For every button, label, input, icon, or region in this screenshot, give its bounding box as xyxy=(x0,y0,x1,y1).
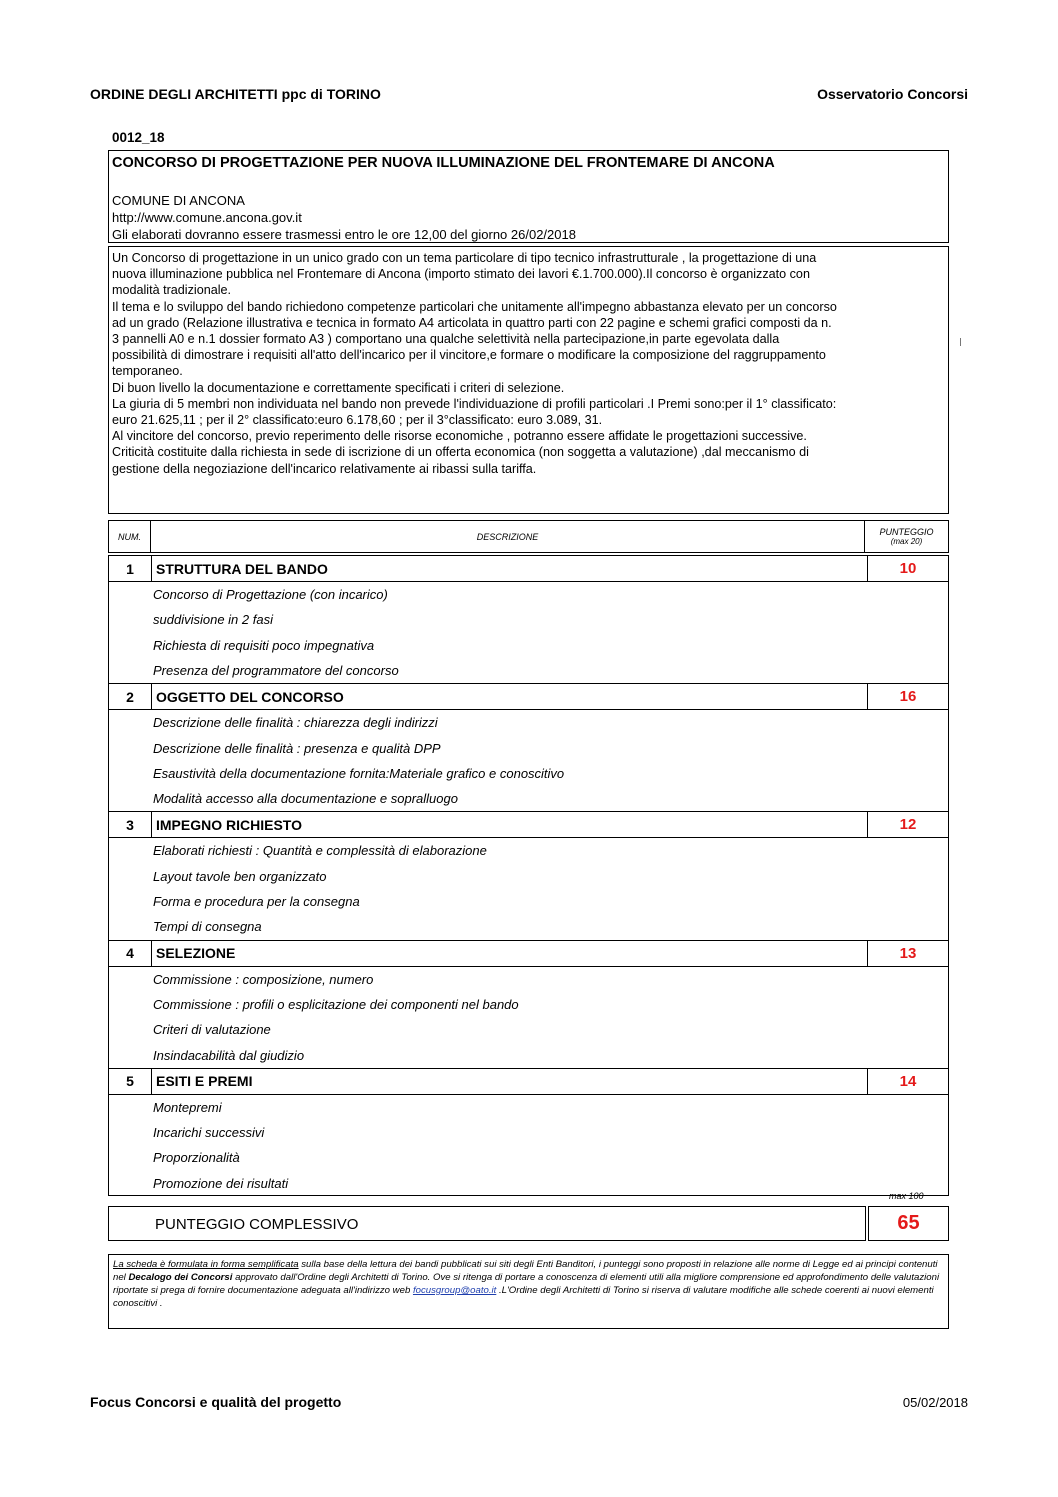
criterion-item: Concorso di Progettazione (con incarico) xyxy=(153,587,388,602)
criterion-item: Proporzionalità xyxy=(153,1150,240,1166)
criterion-item: Forma e procedura per la consegna xyxy=(153,894,360,909)
section-row xyxy=(108,1068,949,1095)
section-score: 13 xyxy=(899,944,917,962)
criterion-item: Elaborati richiesti : Quantità e complessità di elaborazione xyxy=(153,843,487,859)
margin-mark xyxy=(960,338,961,346)
section-score: 16 xyxy=(899,688,917,706)
note-decalogo: Decalogo dei Concorsi xyxy=(128,1272,233,1283)
description-line: Il tema e lo sviluppo del bando richiedono competenze particolari che unitamente all'impegno abbastanza elevato per un concorso xyxy=(112,299,837,314)
section-row xyxy=(108,683,949,710)
criterion-item: Criteri di valutazione xyxy=(153,1022,271,1038)
competition-title: CONCORSO DI PROGETTAZIONE PER NUOVA ILLUMINAZIONE DEL FRONTEMARE DI ANCONA xyxy=(112,155,775,171)
criterion-item: suddivisione in 2 fasi xyxy=(153,612,273,628)
criterion-item: Modalità accesso alla documentazione e sopralluogo xyxy=(153,791,458,807)
criterion-item: Insindacabilità dal giudizio xyxy=(153,1047,305,1063)
section-row xyxy=(108,940,949,967)
criterion-item: Montepremi xyxy=(153,1099,222,1115)
criterion-item: Incarichi successivi xyxy=(153,1125,265,1141)
description-line: modalità tradizionale. xyxy=(112,283,232,298)
title-box xyxy=(108,150,949,243)
description-box xyxy=(108,246,949,514)
note-text-2: approvato dall'Ordine degli Architetti di Torino. Ove si ritenga di portare a conoscenza di elementi utili alla migliore comprensione ed approfondimento delle valutazioni riportate si prega di fornire documentazione adeguata all'indirizzo web xyxy=(113,1272,940,1296)
col-num-header: NUM. xyxy=(109,521,151,552)
description-line: possibilità di dimostrare i requisiti all'atto dell'incarico per il vincitore,e formare o modificare la composizione del raggruppamento xyxy=(112,348,826,363)
criterion-item: Commissione : composizione, numero xyxy=(153,971,374,987)
description-line: euro 21.625,11 ; per il 2° classificato:euro 6.178,60 ; per il 3°classificato: euro 3.089, 31. xyxy=(112,413,603,428)
note-text-1: sulla base della lettura dei bandi pubblicati sui siti degli Enti Banditori, i punteggi sono proposti in relazione alle norme di Legge ed ai principi contenuti nel xyxy=(113,1259,938,1283)
score-header-label: PUNTEGGIO xyxy=(879,527,934,537)
section-score: 12 xyxy=(899,816,917,834)
section-number: 1 xyxy=(126,560,134,577)
total-score-box xyxy=(868,1206,949,1241)
section-title: ESITI E PREMI xyxy=(151,1069,868,1094)
description-line: temporaneo. xyxy=(112,364,183,379)
description-line: Al vincitore del concorso, previo reperimento delle risorse economiche , potranno essere affidate le progettazioni successive. xyxy=(112,429,807,444)
description-line: 3 pannelli A0 e n.1 dossier formato A3 ) comportano una qualche selettività nella partecipazione,in parte egevolata dalla xyxy=(112,332,780,347)
section-score: 14 xyxy=(899,1072,917,1090)
section-score: 10 xyxy=(899,560,917,577)
criterion-item: Descrizione delle finalità : presenza e qualità DPP xyxy=(153,740,441,756)
section-title: OGGETTO DEL CONCORSO xyxy=(151,684,868,709)
criterion-item: Promozione dei risultati xyxy=(153,1175,289,1191)
org-name: ORDINE DEGLI ARCHITETTI ppc di TORINO xyxy=(90,86,381,102)
deadline-text: Gli elaborati dovranno essere trasmessi entro le ore 12,00 del giorno 26/02/2018 xyxy=(112,227,576,242)
description-line: nuova illuminazione pubblica nel Frontemare di Ancona (importo stimato dei lavori €.1.700.000).Il concorso è organizzato con xyxy=(112,267,810,282)
col-score-header xyxy=(865,521,948,552)
note-text-3: .L'Ordine degli Architetti di Torino si riserva di valutare modifiche alle schede coerenti ai nuovi elementi conoscitivi . xyxy=(113,1285,934,1309)
description-line: Di buon livello la documentazione e correttamente specificati i criteri di selezione. xyxy=(112,380,565,395)
criterion-item: Tempi di consegna xyxy=(153,919,262,935)
section-number: 5 xyxy=(126,1073,134,1090)
footer-date: 05/02/2018 xyxy=(902,1395,968,1410)
description-text xyxy=(112,250,945,477)
section-title: SELEZIONE xyxy=(151,941,868,966)
criterion-item: Layout tavole ben organizzato xyxy=(153,868,327,884)
description-line: La giuria di 5 membri non individuata nel bando non prevede l'individuazione di profili particolari .I Premi sono:per il 1° classificato: xyxy=(112,396,837,411)
section-number: 3 xyxy=(126,816,134,833)
entity-name: COMUNE DI ANCONA xyxy=(112,193,245,208)
criterion-item: Esaustività della documentazione fornita:Materiale grafico e conoscitivo xyxy=(153,765,565,781)
criterion-item: Commissione : profili o esplicitazione dei componenti nel bando xyxy=(153,996,519,1012)
section-title: IMPEGNO RICHIESTO xyxy=(151,812,868,837)
criterion-item: Descrizione delle finalità : chiarezza degli indirizzi xyxy=(153,715,438,731)
note-lead: La scheda è formulata in forma semplificata xyxy=(113,1259,299,1270)
section-row xyxy=(108,811,949,838)
table-header xyxy=(108,520,949,553)
criterion-item: Richiesta di requisiti poco impegnativa xyxy=(153,637,375,653)
section-number: 4 xyxy=(126,945,134,962)
section-title: STRUTTURA DEL BANDO xyxy=(151,556,868,581)
total-score: 65 xyxy=(897,1212,920,1234)
note-box xyxy=(108,1254,949,1329)
total-max-label: max 100 xyxy=(889,1191,924,1201)
competition-info xyxy=(112,192,576,243)
description-line: ad un grado (Relazione illustrativa e tecnica in formato A4 articolata in quattro parti con 22 pagine e schemi grafici composti da n. xyxy=(112,315,832,330)
competition-code: 0012_18 xyxy=(112,130,165,145)
section-row xyxy=(108,555,949,582)
footer-title: Focus Concorsi e qualità del progetto xyxy=(90,1394,342,1410)
observatory-label: Osservatorio Concorsi xyxy=(817,86,968,102)
description-line: Un Concorso di progettazione in un unico grado con un tema particolare di tipo tecnico infrastrutturale , la progettazione di una xyxy=(112,251,817,265)
total-label-box xyxy=(108,1206,866,1241)
description-line: gestione della negoziazione dell'incarico relativamente ai ribassi sulla tariffa. xyxy=(112,461,537,476)
criterion-item: Presenza del programmatore del concorso xyxy=(153,662,399,678)
section-number: 2 xyxy=(126,688,134,705)
score-header-max: (max 20) xyxy=(890,537,923,546)
total-label: PUNTEGGIO COMPLESSIVO xyxy=(155,1216,359,1233)
note-email-link[interactable]: focusgroup@oato.it xyxy=(412,1285,497,1296)
col-desc-header: DESCRIZIONE xyxy=(151,521,865,552)
description-line: Criticità costituite dalla richiesta in sede di iscrizione di un offerta economica (non soggetta a valutazione) ,dal meccanismo di xyxy=(112,445,809,460)
entity-url[interactable]: http://www.comune.ancona.gov.it xyxy=(112,210,302,225)
